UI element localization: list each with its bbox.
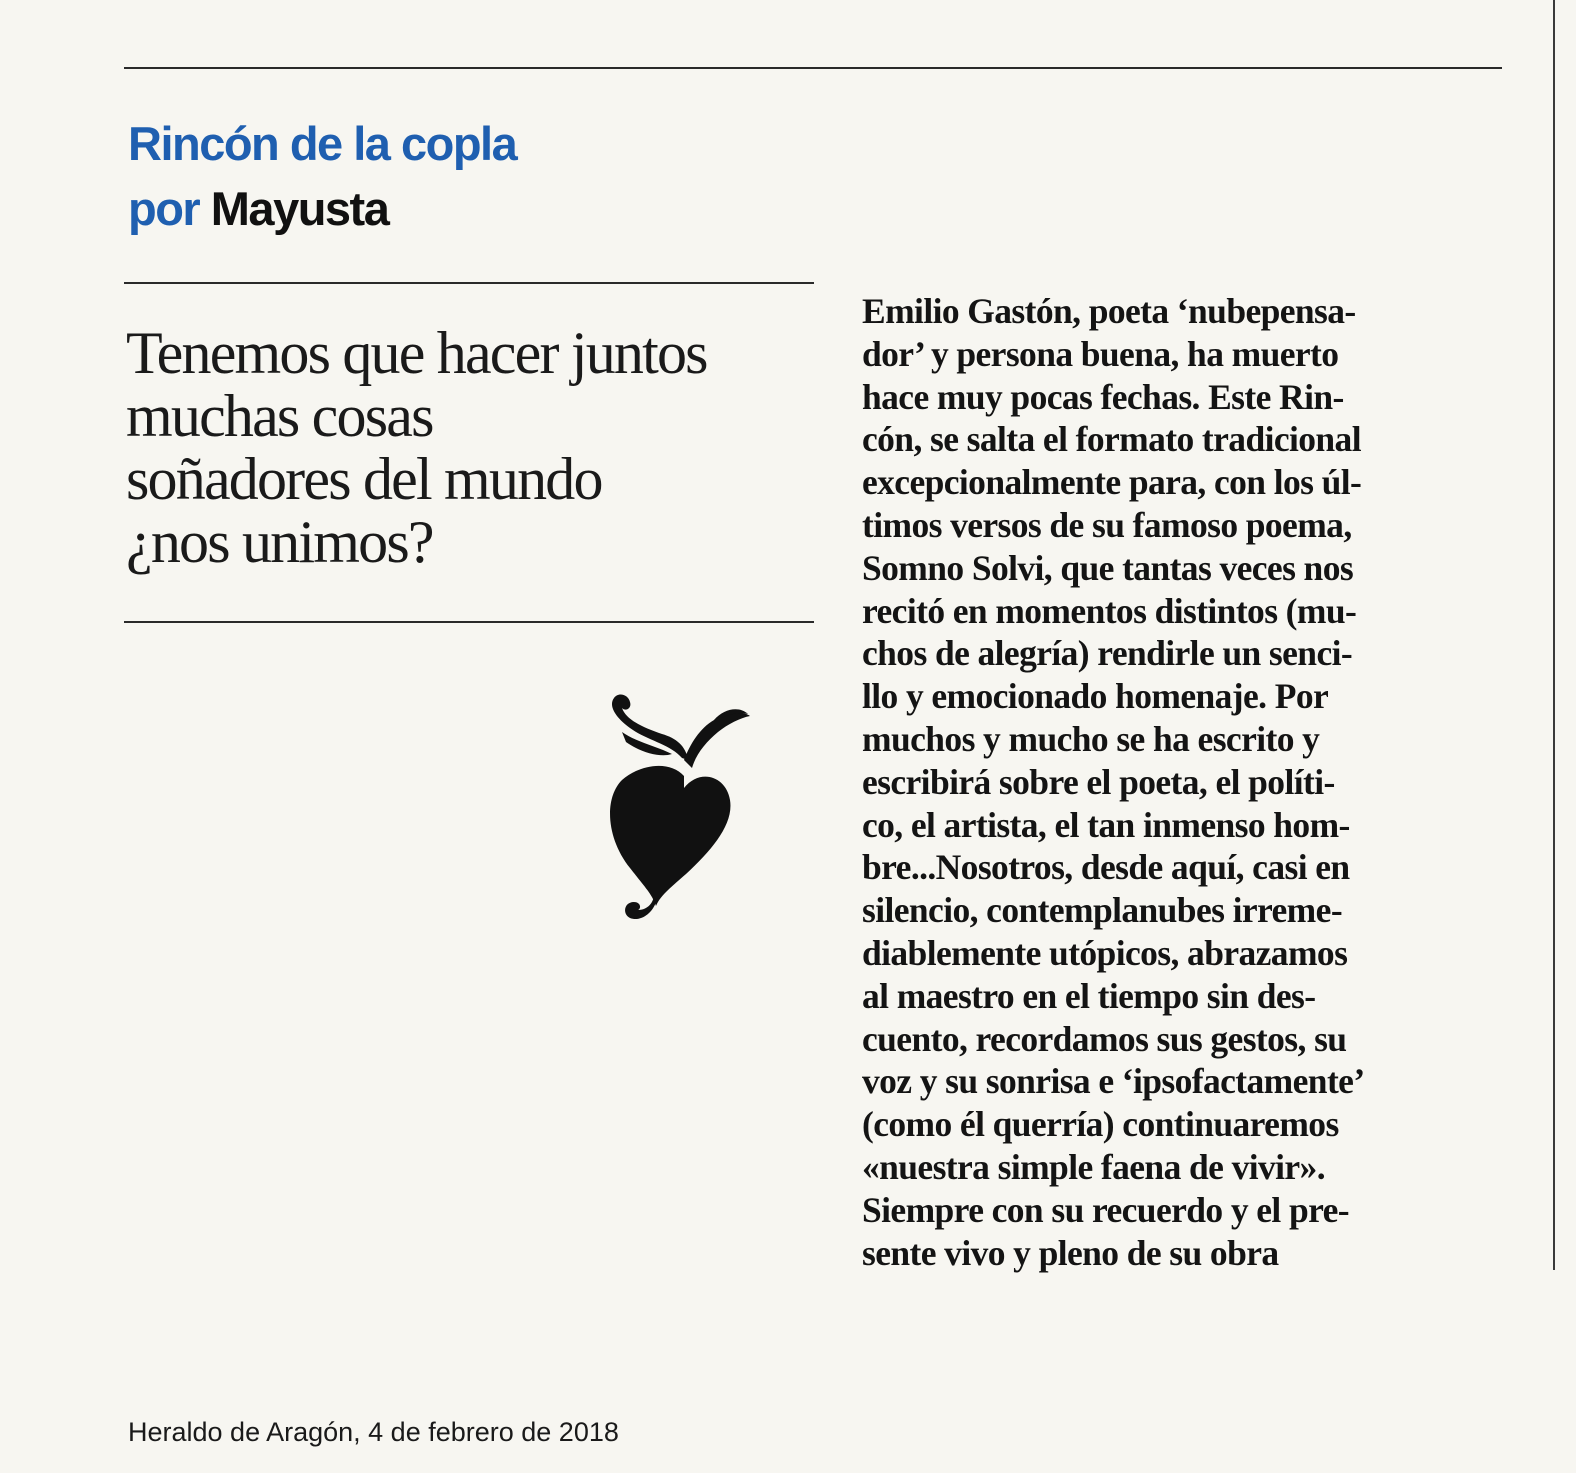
verse-line: soñadores del mundo <box>126 446 602 512</box>
article-line: (como él querría) continuaremos <box>862 1104 1339 1145</box>
top-rule <box>124 67 1502 69</box>
article-line: llo y emocionado homenaje. Por <box>862 676 1329 717</box>
source-caption: Heraldo de Aragón, 4 de febrero de 2018 <box>128 1417 619 1447</box>
article-line: hace muy pocas fechas. Este Rin- <box>862 376 1344 417</box>
article-line: sente vivo y pleno de su obra <box>862 1232 1279 1273</box>
verse-line: ¿nos unimos? <box>126 509 433 575</box>
verse-bottom-rule <box>124 621 814 623</box>
article-line: dor’ y persona buena, ha muerto <box>862 333 1339 374</box>
article-line: silencio, contemplanubes irreme- <box>862 890 1343 931</box>
article-line: Siempre con su recuerdo y el pre- <box>862 1189 1349 1230</box>
article-line: cón, se salta el formato tradicional <box>862 419 1361 460</box>
article-body <box>862 290 1512 1274</box>
article-line: excepcionalmente para, con los úl- <box>862 462 1362 503</box>
article-line: Somno Solvi, que tantas veces nos <box>862 547 1354 588</box>
copla-verse <box>126 322 816 574</box>
article-line: escribirá sobre el poeta, el políti- <box>862 761 1335 802</box>
column-divider <box>1553 0 1555 1270</box>
article-line: «nuestra simple faena de vivir». <box>862 1146 1325 1187</box>
byline <box>128 180 388 238</box>
article-line: cuento, recordamos sus gestos, su <box>862 1018 1347 1059</box>
byline-author: Mayusta <box>210 182 389 235</box>
verse-line: Tenemos que hacer juntos <box>126 320 707 386</box>
verse-line: muchas cosas <box>126 383 433 449</box>
verse-top-rule <box>124 282 814 284</box>
article-line: muchos y mucho se ha escrito y <box>862 718 1320 759</box>
article-line: al maestro en el tiempo sin des- <box>862 975 1316 1016</box>
heart-leaf-ornament-icon <box>600 688 756 928</box>
article-line: timos versos de su famoso poema, <box>862 504 1352 545</box>
article-line: chos de alegría) rendirle un senci- <box>862 633 1353 674</box>
article-line: Emilio Gastón, poeta ‘nubepensa- <box>862 291 1356 331</box>
article-line: recitó en momentos distintos (mu- <box>862 590 1357 631</box>
byline-prefix: por <box>128 182 200 235</box>
article-line: diablemente utópicos, abrazamos <box>862 932 1348 973</box>
section-title: Rincón de la copla <box>128 117 517 170</box>
article-line: voz y su sonrisa e ‘ipsofactamente’ <box>862 1061 1365 1102</box>
article-line: co, el artista, el tan inmenso hom- <box>862 804 1350 845</box>
article-line: bre...Nosotros, desde aquí, casi en <box>862 847 1350 888</box>
